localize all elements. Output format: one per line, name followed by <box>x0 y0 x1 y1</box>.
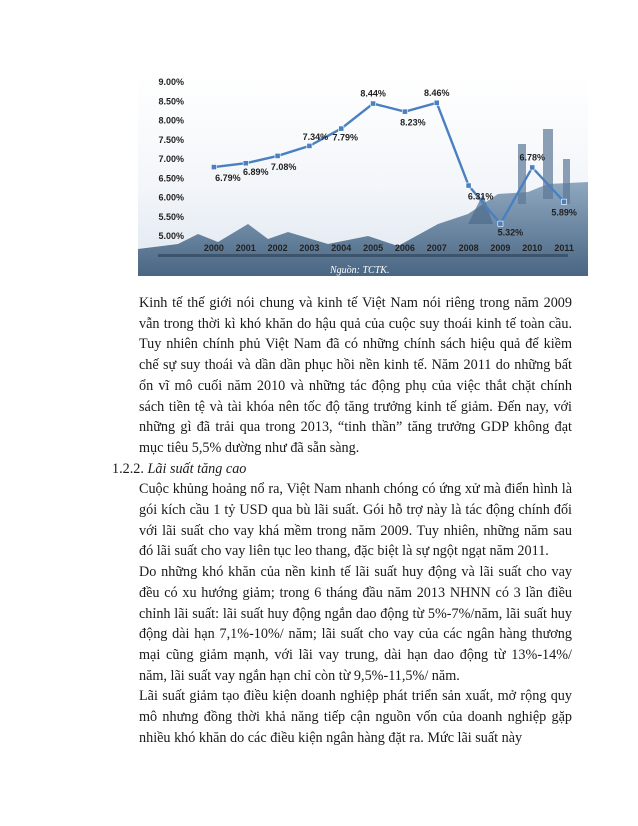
data-point <box>275 153 280 158</box>
y-tick-label: 6.50% <box>158 173 184 184</box>
y-tick-label: 6.00% <box>158 192 184 203</box>
x-tick-label: 2006 <box>394 243 415 253</box>
paragraph-stimulus: Cuộc khủng hoảng nổ ra, Việt Nam nhanh chóng có ứng xử mà điển hình là gói kích cầu 1 tỷ USD qua bù lãi suất. Gói hỗ trợ này là tác động chính đối với lãi suất cho vay khá mềm trong năm 2009. Tuy nhiên, những năm sau đó lãi suất cho vay liên tục leo thang, đặc biệt là sự ngột ngạt năm 2011. <box>139 481 572 560</box>
x-tick-label: 2004 <box>331 243 352 253</box>
paragraph-economy: Kinh tế thế giới nói chung và kinh tế Việt Nam nói riêng trong năm 2009 vẫn trong thời kì khó khăn do hậu quả của cuộc suy thoái kinh tế toàn cầu. Tuy nhiên chính phủ Việt Nam đã có những chính sách hiệu quả để kiềm chế sự suy thoái và dần dần phục hồi nền kinh tế. Năm 2011 do những bất ổn vĩ mô cuối năm 2010 và những tác động phụ của việc thắt chặt chính sách tiền tệ và tài khóa nên tốc độ tăng trưởng kinh tế giảm. Đến nay, với những gì đã trải qua trong 2013, “tinh thần” tăng trưởng GDP không đạt mục tiêu 5,5% dường như đã sẵn sàng. <box>139 295 572 456</box>
x-tick-label: 2002 <box>267 243 288 253</box>
y-tick-label: 5.00% <box>158 231 184 241</box>
chart-source: Nguồn: TCTK. <box>330 265 390 276</box>
data-point <box>243 161 248 166</box>
x-tick-label: 2003 <box>299 243 320 253</box>
x-tick-label: 2001 <box>235 243 256 253</box>
data-point <box>370 101 375 106</box>
data-point <box>307 143 312 148</box>
data-label: 8.46% <box>423 87 450 98</box>
section-number: 1.2.2. <box>112 460 144 477</box>
gdp-growth-chart <box>138 74 588 276</box>
data-label: 7.79% <box>332 132 359 143</box>
data-point <box>211 164 216 169</box>
y-tick-label: 7.00% <box>158 154 184 164</box>
data-label: 6.31% <box>467 191 494 202</box>
paragraph-rates: Do những khó khăn của nền kinh tế lãi suất huy động và lãi suất cho vay đều có xu hướng giảm; trong 6 tháng đầu năm 2013 NHNN có 3 lần điều chỉnh lãi suất: lãi suất huy động ngắn dao động từ 5%-7%/năm, lãi suất huy động dài hạn 7,1%-10%/ năm; lãi suất cho vay của các ngân hàng thương mại cũng giảm mạnh, với lãi vay trung, dài hạn dao động từ 13%-14%/ năm, lãi suất vay ngắn hạn chỉ còn từ 9,5%-11,5%/ năm. <box>139 564 572 684</box>
data-point <box>530 165 535 170</box>
data-label: 5.32% <box>497 227 524 238</box>
data-point <box>466 183 471 188</box>
data-label: 5.89% <box>551 207 577 218</box>
section-title: Lãi suất tăng cao <box>147 460 247 477</box>
data-label: 7.34% <box>302 131 329 142</box>
data-label: 8.44% <box>360 88 386 99</box>
data-point <box>339 126 344 131</box>
x-tick-label: 2008 <box>458 243 479 253</box>
section-heading <box>112 459 572 480</box>
x-tick-label: 2005 <box>363 243 384 253</box>
x-tick-label: 2010 <box>522 243 543 253</box>
y-tick-label: 7.50% <box>158 134 184 145</box>
data-point <box>434 100 439 105</box>
series-line <box>214 103 564 224</box>
data-point <box>498 221 503 226</box>
body-text <box>112 293 572 748</box>
y-tick-label: 9.00% <box>158 77 184 87</box>
y-tick-label: 8.50% <box>158 96 184 107</box>
y-tick-label: 5.50% <box>158 211 184 222</box>
x-tick-label: 2011 <box>554 243 574 253</box>
chart-canvas <box>138 74 588 276</box>
data-label: 8.23% <box>400 117 426 128</box>
data-label: 6.79% <box>215 173 241 184</box>
data-point <box>561 199 566 204</box>
x-tick-label: 2000 <box>203 243 224 253</box>
paragraph-effects: Lãi suất giảm tạo điều kiện doanh nghiệp phát triển sản xuất, mở rộng quy mô nhưng đồng thời khả năng tiếp cận nguồn vốn của doanh nghiệp gặp nhiều khó khăn do các điều kiện ngân hàng đặt ra. Mức lãi suất này <box>139 688 572 746</box>
data-label: 6.78% <box>519 152 546 163</box>
x-tick-label: 2009 <box>490 243 511 253</box>
y-axis-ticks <box>158 77 184 241</box>
data-label: 7.08% <box>270 161 297 172</box>
x-tick-label: 2007 <box>426 243 447 253</box>
background-industrial-photo <box>138 129 588 276</box>
y-tick-label: 8.00% <box>158 115 184 126</box>
data-label: 6.89% <box>242 167 269 178</box>
series-line-group <box>214 103 564 224</box>
data-point <box>402 109 407 114</box>
